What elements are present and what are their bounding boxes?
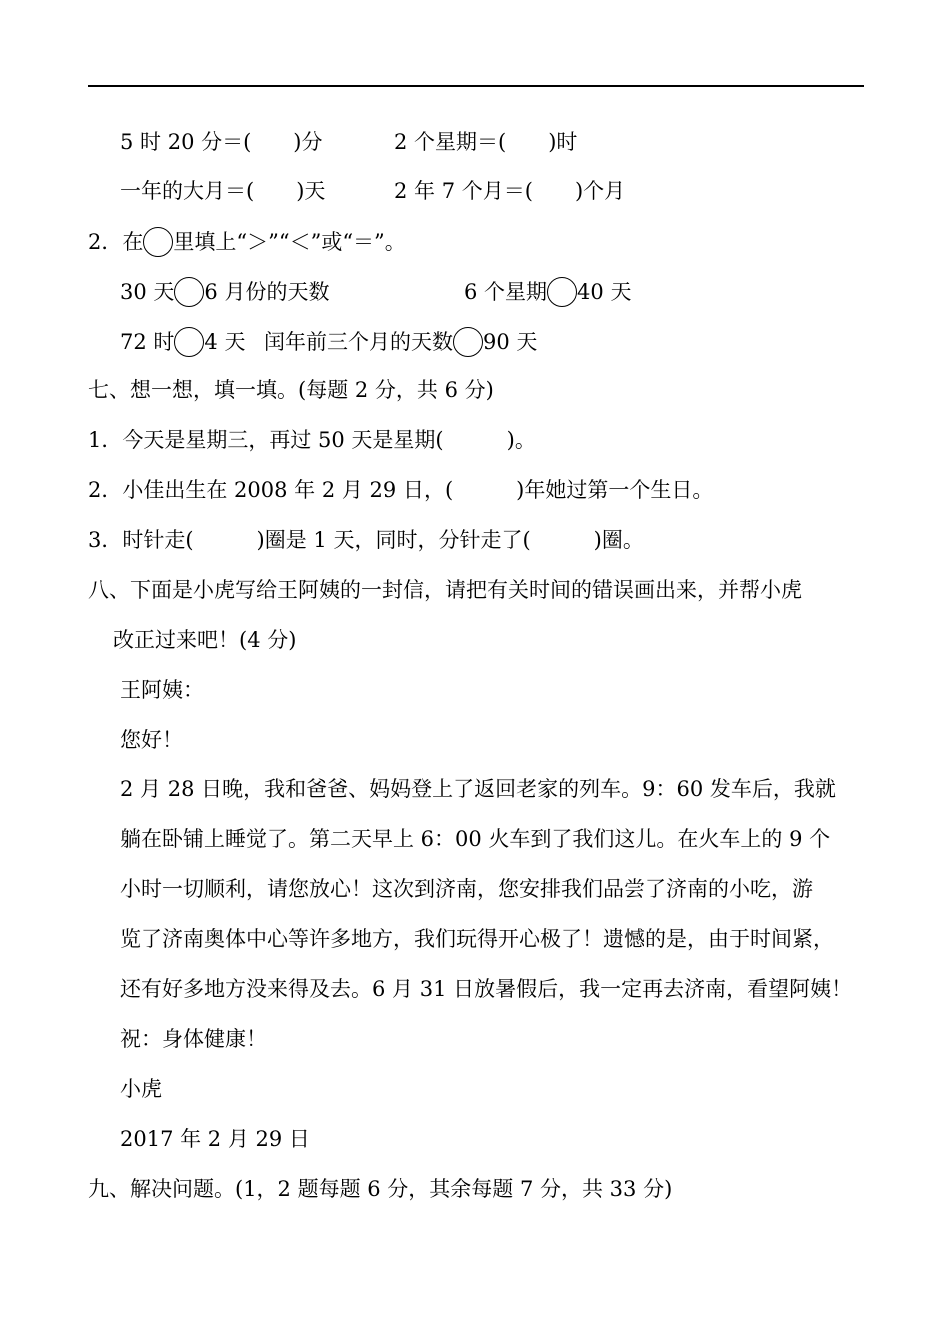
circle-icon[interactable] [143, 227, 173, 257]
letter-salutation: 王阿姨： [120, 678, 204, 702]
letter-body-line: 还有好多地方没来得及去。6 月 31 日放暑假后，我一定再去济南，看望阿姨！ [120, 977, 853, 1001]
q2-item-3 [120, 327, 245, 357]
section-7-title: 七、想一想，填一填。(每题 2 分，共 6 分) [88, 378, 494, 402]
q1-row2-right: 2 年 7 个月＝( )个月 [394, 179, 626, 203]
letter-body-line: 躺在卧铺上睡觉了。第二天早上 6：00 火车到了我们这儿。在火车上的 9 个 [120, 827, 831, 851]
compare-circle-1[interactable] [174, 277, 204, 307]
letter-body-line: 小时一切顺利，请您放心！这次到济南，您安排我们品尝了济南的小吃，游 [120, 877, 813, 901]
q2-item-4-left: 闰年前三个月的天数 [264, 330, 453, 354]
section-7-q2: 2．小佳出生在 2008 年 2 月 29 日，( )年她过第一个生日。 [88, 478, 714, 502]
q2-item-1-left: 30 天 [120, 280, 175, 304]
letter-body-line: 览了济南奥体中心等许多地方，我们玩得开心极了！遗憾的是，由于时间紧， [120, 927, 834, 951]
q2-intro-b: 里填上“＞”“＜”或“＝”。 [173, 230, 406, 254]
q2-item-3-left: 72 时 [120, 330, 175, 354]
q2-item-3-right: 4 天 [204, 330, 246, 354]
q2-item-2-left: 6 个星期 [464, 280, 548, 304]
section-8-title-line1: 八、下面是小虎写给王阿姨的一封信，请把有关时间的错误画出来，并帮小虎 [88, 578, 802, 602]
q2-item-4 [264, 327, 537, 357]
compare-circle-2[interactable] [547, 277, 577, 307]
q2-intro-a: 2．在 [88, 230, 144, 254]
q1-row1-left: 5 时 20 分＝( )分 [120, 130, 323, 154]
letter-date: 2017 年 2 月 29 日 [120, 1127, 310, 1151]
section-9-title: 九、解决问题。(1，2 题每题 6 分，其余每题 7 分，共 33 分) [88, 1177, 673, 1201]
section-7-q3: 3．时针走( )圈是 1 天，同时，分针走了( )圈。 [88, 528, 644, 552]
q2-item-2-right: 40 天 [577, 280, 632, 304]
q2-instruction [88, 227, 406, 257]
letter-body-line: 2 月 28 日晚，我和爸爸、妈妈登上了返回老家的列车。9：60 发车后，我就 [120, 777, 836, 801]
section-7-q1: 1．今天是星期三，再过 50 天是星期( )。 [88, 428, 536, 452]
letter-signature: 小虎 [120, 1077, 162, 1101]
compare-circle-4[interactable] [453, 327, 483, 357]
q2-item-1 [120, 277, 329, 307]
letter-greeting: 您好！ [120, 728, 183, 752]
section-8-title-line2: 改正过来吧！(4 分) [113, 628, 297, 652]
letter-closing: 祝：身体健康！ [120, 1027, 267, 1051]
q1-row1-right: 2 个星期＝( )时 [394, 130, 578, 154]
q2-item-4-right: 90 天 [483, 330, 538, 354]
q1-row2-left: 一年的大月＝( )天 [120, 179, 326, 203]
header-rule [88, 85, 864, 87]
compare-circle-3[interactable] [174, 327, 204, 357]
q2-item-2 [464, 277, 631, 307]
q2-item-1-right: 6 月份的天数 [204, 280, 330, 304]
